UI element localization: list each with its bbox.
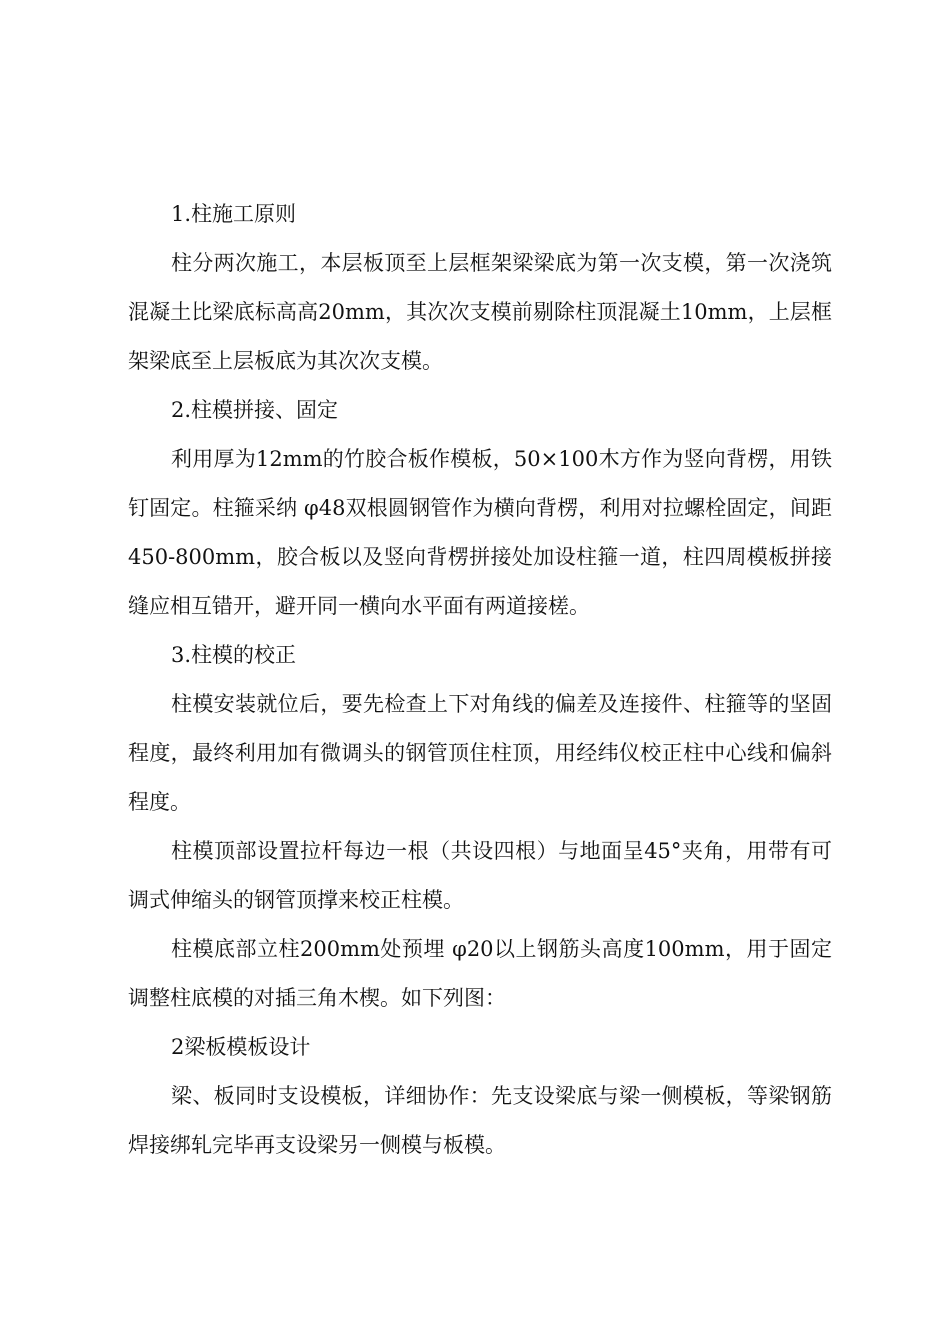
- paragraph: 梁、板同时支设模板，详细协作：先支设梁底与梁一侧模板，等梁钢筋焊接绑轧完毕再支设梁另一侧模与板模。: [128, 1084, 832, 1157]
- section-heading: 3.柱模的校正: [171, 643, 297, 667]
- paragraph: 柱模顶部设置拉杆每边一根（共设四根）与地面呈45°夹角，用带有可调式伸缩头的钢管顶撑来校正柱模。: [128, 839, 832, 912]
- paragraph: 柱模安装就位后，要先检查上下对角线的偏差及连接件、柱箍等的坚固程度，最终利用加有微调头的钢管顶住柱顶，用经纬仪校正柱中心线和偏斜程度。: [128, 692, 832, 814]
- paragraph: 柱模底部立柱200mm处预埋 φ20以上钢筋头高度100mm，用于固定调整柱底模的对插三角木楔。如下列图：: [128, 937, 832, 1010]
- paragraph: 柱分两次施工，本层板顶至上层框架梁梁底为第一次支模，第一次浇筑混凝土比梁底标高高20mm，其次次支模前剔除柱顶混凝土10mm，上层框架梁底至上层板底为其次次支模。: [128, 251, 832, 373]
- section-heading: 1.柱施工原则: [171, 202, 297, 226]
- section-heading: 2梁板模板设计: [171, 1035, 311, 1059]
- section-heading: 2.柱模拼接、固定: [171, 398, 339, 422]
- paragraph: 利用厚为12mm的竹胶合板作模板，50×100木方作为竖向背楞，用铁钉固定。柱箍采纳 φ48双根圆钢管作为横向背楞，利用对拉螺栓固定，间距450-800mm，胶合板以及竖向背楞拼接处加设柱箍一道，柱四周模板拼接缝应相互错开，避开同一横向水平面有两道接槎。: [128, 447, 832, 618]
- document-body: [128, 190, 832, 1170]
